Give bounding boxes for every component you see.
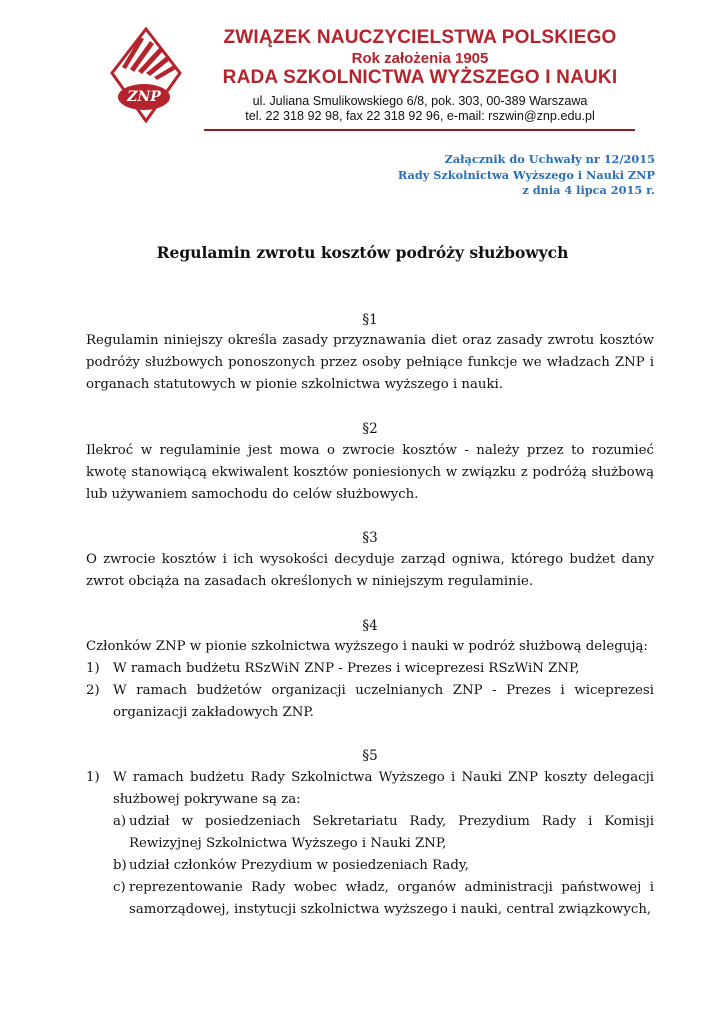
section-5-subitem: [113, 855, 654, 877]
section-5-heading: §5: [362, 748, 378, 764]
annex-line-3: z dnia 4 lipca 2015 r.: [522, 183, 655, 197]
item-text: W ramach budżetów organizacji uczelnianych ZNP - Prezes i wiceprezesi organizacji zakładowych ZNP.: [113, 683, 654, 720]
annex-line-2: Rady Szkolnictwa Wyższego i Nauki ZNP: [397, 167, 655, 182]
section-5-item: [86, 767, 654, 811]
logo-text: ZNP: [127, 89, 161, 105]
section-4-item: [86, 680, 654, 724]
section-2-text: Ilekroć w regulaminie jest mowa o zwrocie kosztów - należy przez to rozumieć kwotę stanowiącą ekwiwalent kosztów poniesionych w związku z podróżą służbową lub używaniem samochodu do celów służbowych.: [86, 443, 654, 502]
contact-line: tel. 22 318 92 98, fax 22 318 92 96, e-mail: rszwin@znp.edu.pl: [245, 109, 595, 123]
header-divider: [204, 129, 635, 131]
council-name: RADA SZKOLNICTWA WYŻSZEGO I NAUKI: [222, 67, 618, 88]
section-4-item: [86, 658, 654, 680]
item-text: W ramach budżetu RSzWiN ZNP - Prezes i wiceprezesi RSzWiN ZNP,: [113, 661, 580, 676]
section-1-heading: §1: [362, 312, 378, 328]
section-3-text: O zwrocie kosztów i ich wysokości decyduje zarząd ogniwa, którego budżet dany zwrot obciąża na zasadach określonych w niniejszym regulaminie.: [86, 552, 654, 589]
section-5-subitem: [113, 811, 654, 855]
item-number: 1): [86, 770, 100, 785]
annex-line-1: Załącznik do Uchwały nr 12/2015: [444, 152, 655, 166]
znp-logo: [110, 27, 182, 123]
subitem-text: udział w posiedzeniach Sekretariatu Rady, Prezydium Rady i Komisji Rewizyjnej Szkolnictwa Wyższego i Nauki ZNP,: [129, 814, 654, 851]
subitem-letter: b): [113, 858, 127, 873]
section-4-heading: §4: [362, 618, 378, 634]
item-number: 1): [86, 661, 100, 676]
section-2-heading: §2: [362, 421, 378, 437]
annex-reference: [398, 152, 655, 199]
subitem-letter: c): [113, 880, 126, 895]
founded-year: Rok założenia 1905: [351, 50, 489, 67]
section-5-subitem: [113, 877, 654, 921]
subitem-text: reprezentowanie Rady wobec władz, organów administracji państwowej i samorządowej, instytucji szkolnictwa wyższego i nauki, central związkowych,: [129, 880, 654, 917]
union-name: ZWIĄZEK NAUCZYCIELSTWA POLSKIEGO: [223, 27, 617, 48]
subitem-text: udział członków Prezydium w posiedzeniach Rady,: [129, 858, 469, 873]
item-number: 2): [86, 683, 100, 698]
document-title: Regulamin zwrotu kosztów podróży służbowych: [156, 243, 569, 262]
znp-logo-emblem: [110, 27, 182, 123]
section-3-heading: §3: [362, 530, 378, 546]
item-text: W ramach budżetu Rady Szkolnictwa Wyższego i Nauki ZNP koszty delegacji służbowej pokrywane są za:: [113, 770, 654, 807]
section-1-text: Regulamin niniejszy określa zasady przyznawania diet oraz zasady zwrotu kosztów podróży służbowych ponoszonych przez osoby pełniące funkcje we władzach ZNP i organach statutowych w pionie szkolnictwa wyższego i nauki.: [86, 333, 654, 392]
subitem-letter: a): [113, 814, 127, 829]
address-line: ul. Juliana Smulikowskiego 6/8, pok. 303, 00-389 Warszawa: [252, 94, 588, 108]
section-4-intro: Członków ZNP w pionie szkolnictwa wyższego i nauki w podróż służbową delegują:: [86, 639, 648, 654]
